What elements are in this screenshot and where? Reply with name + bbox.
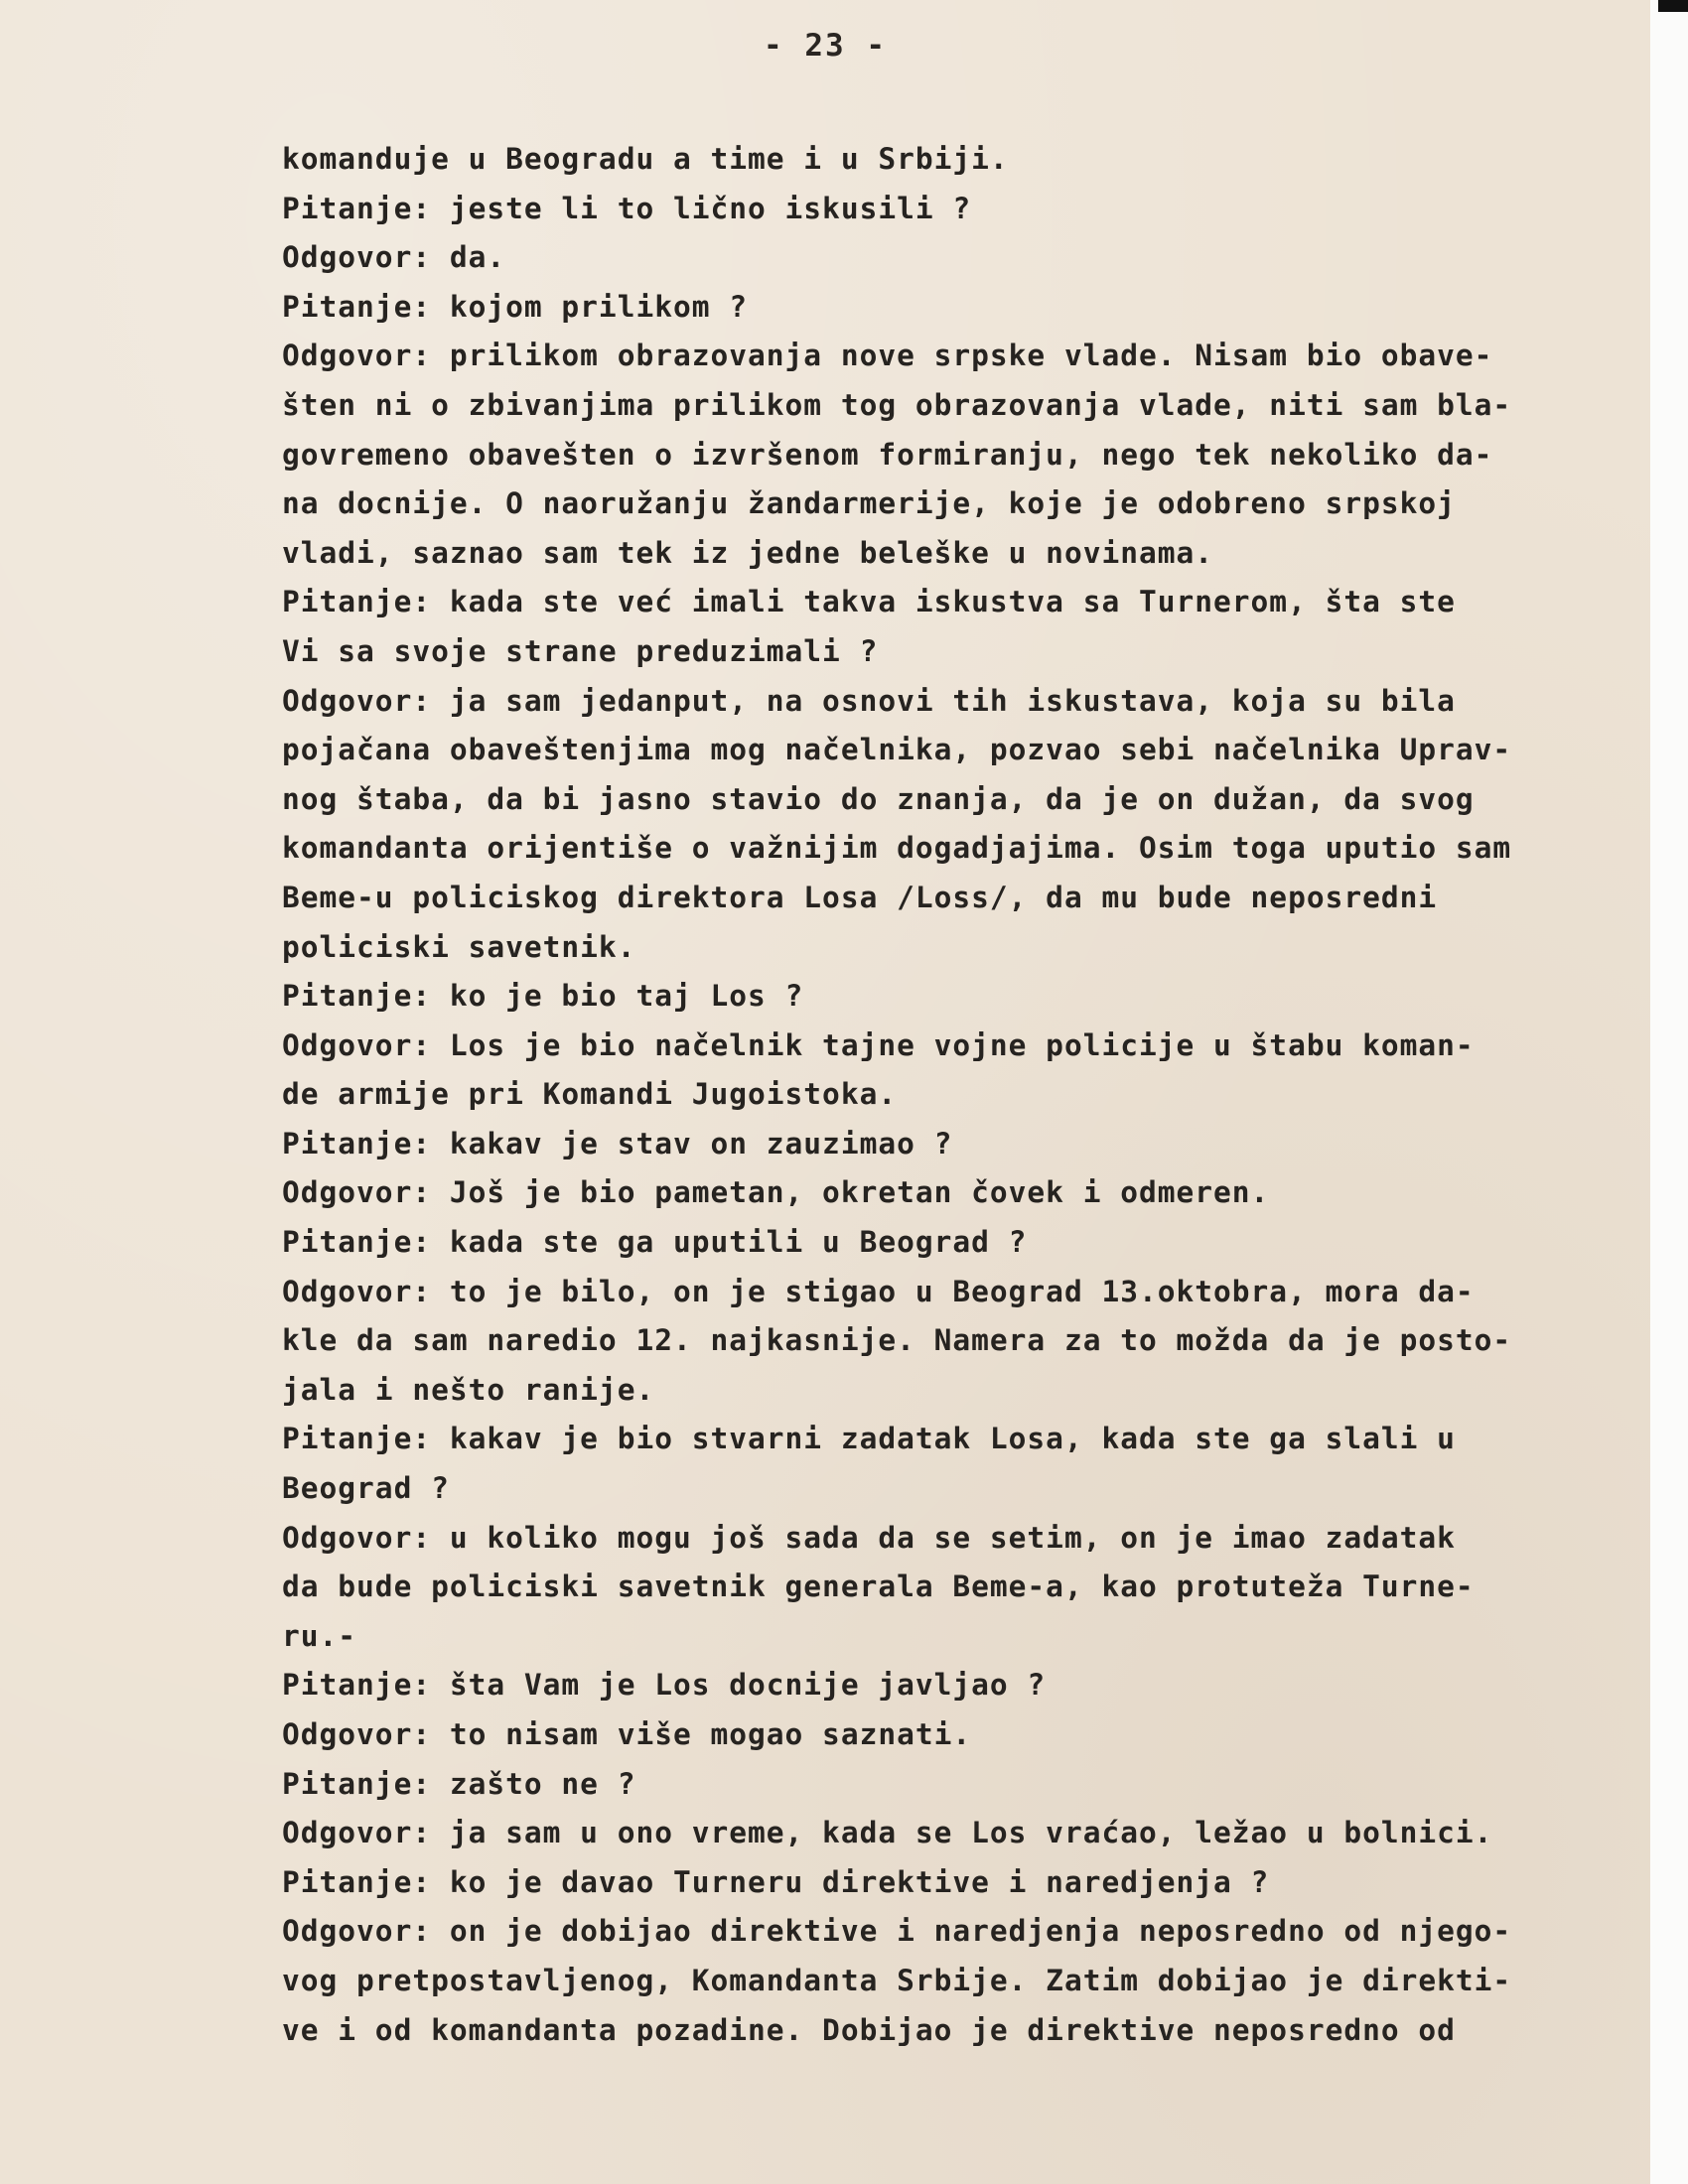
text-line: Beme-u policiskog direktora Losa /Loss/, da mu bude neposredni: [282, 880, 1438, 914]
text-line: komanduje u Beogradu a time i u Srbiji.: [282, 142, 1009, 176]
text-line: Pitanje: ko je davao Turneru direktive i naredjenja ?: [282, 1864, 1270, 1899]
text-line: vladi, saznao sam tek iz jedne beleške u novinama.: [282, 535, 1214, 570]
text-line: ru.-: [282, 1618, 357, 1653]
text-line: nog štaba, da bi jasno stavio do znanja, da je on dužan, da svog: [282, 781, 1475, 816]
text-line: Pitanje: jeste li to lično iskusili ?: [282, 191, 972, 225]
text-line: Odgovor: da.: [282, 240, 506, 275]
text-line: govremeno obavešten o izvršenom formiranju, nego tek nekoliko da-: [282, 437, 1493, 472]
text-line: de armije pri Komandi Jugoistoka.: [282, 1077, 898, 1112]
text-line: Pitanje: šta Vam je Los docnije javljao ?: [282, 1668, 1047, 1703]
text-line: kle da sam naredio 12. najkasnije. Namera za to možda da je posto-: [282, 1323, 1512, 1358]
text-line: Pitanje: kada ste ga uputili u Beograd ?: [282, 1225, 1028, 1260]
text-line: Odgovor: Los je bio načelnik tajne vojne policije u štabu koman-: [282, 1027, 1475, 1062]
text-line: Pitanje: ko je bio taj Los ?: [282, 979, 804, 1014]
text-line: šten ni o zbivanjima prilikom tog obrazovanja vlade, niti sam bla-: [282, 387, 1512, 422]
text-line: Pitanje: kakav je bio stvarni zadatak Losa, kada ste ga slali u: [282, 1422, 1456, 1456]
text-line: Odgovor: Još je bio pametan, okretan čovek i odmeren.: [282, 1175, 1270, 1210]
text-line: ve i od komandanta pozadine. Dobijao je direktive neposredno od: [282, 2012, 1456, 2047]
text-line: policiski savetnik.: [282, 929, 636, 964]
text-line: da bude policiski savetnik generala Beme-a, kao protuteža Turne-: [282, 1570, 1475, 1604]
scan-margin: [1650, 0, 1688, 2184]
typewritten-text: [282, 135, 1652, 2055]
text-line: Odgovor: ja sam jedanput, na osnovi tih iskustava, koja su bila: [282, 683, 1456, 718]
text-line: Odgovor: to je bilo, on je stigao u Beograd 13.oktobra, mora da-: [282, 1274, 1475, 1308]
scan-corner: [1658, 0, 1688, 12]
text-line: Odgovor: to nisam više mogao saznati.: [282, 1717, 972, 1751]
page-number: - 23 -: [764, 28, 887, 64]
text-line: Pitanje: kakav je stav on zauzimao ?: [282, 1126, 953, 1160]
text-line: komandanta orijentiše o važnijim dogadjajima. Osim toga uputio sam: [282, 831, 1512, 866]
text-line: Odgovor: prilikom obrazovanja nove srpske vlade. Nisam bio obave-: [282, 339, 1493, 373]
text-line: na docnije. O naoružanju žandarmerije, koje je odobreno srpskoj: [282, 486, 1456, 521]
text-line: pojačana obaveštenjima mog načelnika, pozvao sebi načelnika Uprav-: [282, 733, 1512, 767]
text-line: Pitanje: kada ste već imali takva iskustva sa Turnerom, šta ste: [282, 585, 1456, 619]
text-line: Pitanje: kojom prilikom ?: [282, 289, 749, 324]
text-line: Pitanje: zašto ne ?: [282, 1766, 636, 1801]
text-line: vog pretpostavljenog, Komandanta Srbije. Zatim dobijao je direkti-: [282, 1963, 1512, 1997]
text-line: Odgovor: ja sam u ono vreme, kada se Los vraćao, ležao u bolnici.: [282, 1816, 1493, 1850]
text-line: Vi sa svoje strane preduzimali ?: [282, 633, 879, 668]
text-line: Odgovor: u koliko mogu još sada da se setim, on je imao zadatak: [282, 1520, 1456, 1555]
text-line: Odgovor: on je dobijao direktive i naredjenja neposredno od njego-: [282, 1914, 1512, 1949]
text-line: jala i nešto ranije.: [282, 1372, 655, 1407]
text-line: Beograd ?: [282, 1471, 450, 1506]
